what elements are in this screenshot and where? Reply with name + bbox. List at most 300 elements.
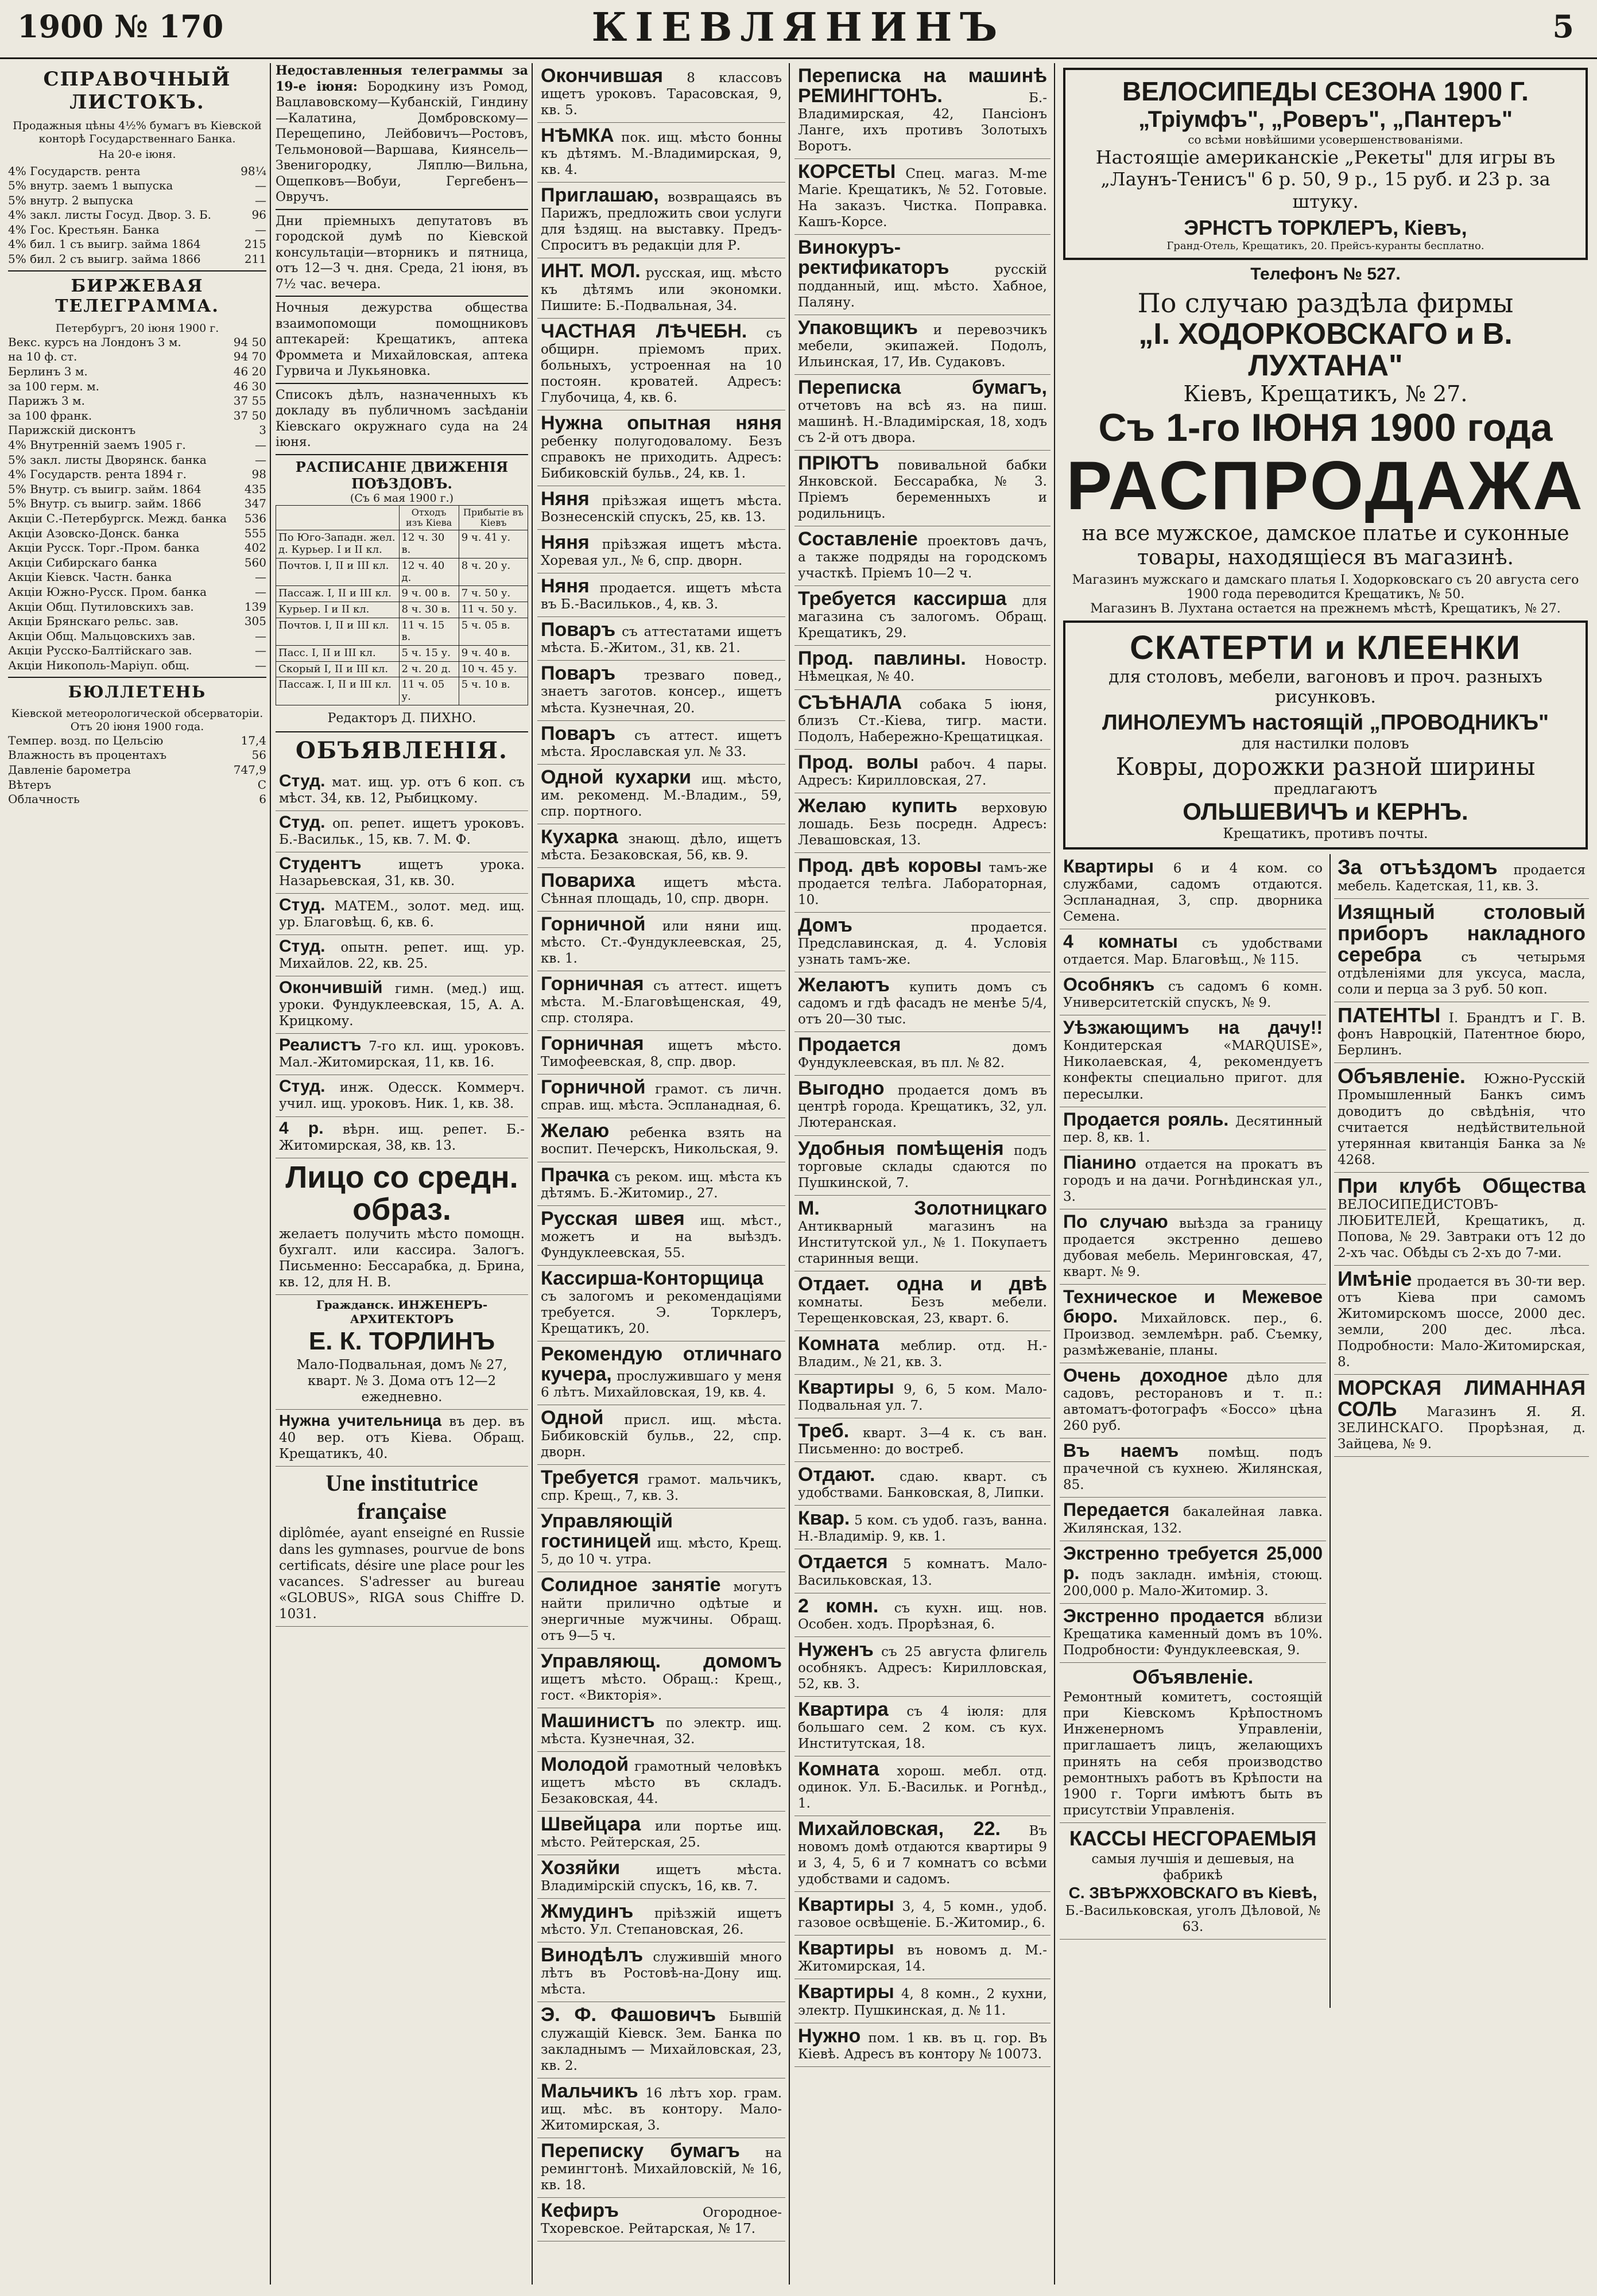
ad-text: могутъ найти прилично одѣтые и энергичные мужчины. Обращ. отъ 9—5 ч. bbox=[541, 1580, 782, 1643]
exchange-row bbox=[8, 453, 266, 468]
ad-text: 3, 4, 5 комн., удоб. газовое освѣщеніе. Б.-Житомир., 6. bbox=[798, 1899, 1048, 1931]
classified-ad bbox=[794, 1196, 1051, 1271]
classified-ad bbox=[537, 1855, 785, 1899]
row-label: Акціи Общ. Путиловскихъ зав. bbox=[8, 599, 194, 614]
row-value: — bbox=[255, 658, 266, 672]
classified-ad bbox=[794, 690, 1051, 750]
column-classifieds-1 bbox=[537, 63, 785, 2285]
ad-text: ищетъ мѣста. Сѣнная площадь, 10, спр. дворн. bbox=[541, 875, 782, 906]
ad-keyword: Студ. bbox=[279, 937, 325, 956]
ad-text: Южно-Русскій Промышленный Банкъ симъ доводитъ до свѣдѣнія, что считается недѣйствительной утерянная квитанція Банка за № 4268. bbox=[1338, 1072, 1586, 1168]
ad-text: или няни ищ. мѣсто. Ст.-Фундуклеевская, 25, кв. 1. bbox=[541, 918, 782, 967]
ad-text: тамъ-же продается телѣга. Лабораторная, 10. bbox=[798, 860, 1047, 907]
classified-ad bbox=[1060, 972, 1326, 1015]
ad-keyword: Поваръ bbox=[541, 662, 616, 685]
classified-ad bbox=[794, 1375, 1051, 1418]
schedule-row bbox=[276, 677, 528, 705]
ad-keyword: Переписка на машинѣ РЕМИНГТОНЪ. bbox=[798, 65, 1047, 107]
ad-text: служившій много лѣтъ въ Ростовѣ-на-Дону ищ. мѣста. bbox=[541, 1950, 782, 1998]
ad-text: 9, 6, 5 ком. Мало-Подвальная ул. 7. bbox=[798, 1382, 1047, 1414]
exchange-row bbox=[8, 570, 266, 585]
ad-keyword: Переписку бумагъ bbox=[541, 2139, 740, 2162]
classified-ad bbox=[537, 2138, 785, 2198]
exchange-row bbox=[8, 585, 266, 600]
ad-text: русскій подданный, ищ. мѣсто. Хабное, Паляну. bbox=[798, 262, 1047, 310]
ad-keyword: ПАТЕНТЫ bbox=[1338, 1003, 1441, 1027]
ad-keyword: МОРСКАЯ ЛИМАННАЯ СОЛЬ bbox=[1338, 1376, 1586, 1421]
classified-ad bbox=[794, 1271, 1051, 1331]
ad-keyword: Кассирша-Конторщица bbox=[541, 1267, 763, 1289]
exchange-row bbox=[8, 541, 266, 556]
ad-keyword: Уѣзжающимъ на дачу!! bbox=[1063, 1017, 1323, 1038]
row-value: — bbox=[255, 179, 266, 193]
row-value: 139 bbox=[244, 599, 266, 614]
ad-keyword: 4 комнаты bbox=[1063, 931, 1178, 952]
court-list-notice: Списокъ дѣлъ, назначенныхъ къ докладу въ публичномъ засѣданіи Кіевскаго окружнаго суда на 24 іюня. bbox=[276, 387, 528, 449]
ad-keyword: Окончившая bbox=[541, 65, 663, 87]
ad-text: съ садомъ 6 комн. Университетскій спускъ, № 9. bbox=[1063, 979, 1323, 1011]
tutor-ad bbox=[276, 1034, 528, 1075]
classified-ad bbox=[537, 765, 785, 824]
row-value: — bbox=[255, 570, 266, 584]
exchange-row bbox=[8, 394, 266, 409]
classified-ad bbox=[1060, 929, 1326, 972]
classified-ad bbox=[537, 1572, 785, 1648]
ad-keyword: Управляющ. домомъ bbox=[541, 1650, 782, 1672]
ad-keyword: Квартира bbox=[798, 1698, 889, 1720]
classified-ad bbox=[1334, 1002, 1589, 1063]
row-value: 305 bbox=[244, 614, 266, 629]
row-label: Парижскій дисконтъ bbox=[8, 423, 136, 437]
ad-keyword: Прод. волы bbox=[798, 751, 919, 773]
ad-text: ВЕЛОСИПЕДИСТОВЪ-ЛЮБИТЕЛЕЙ, Крещатикъ, д. Попова, № 29. Завтраки отъ 12 до 2-хъ час. Обѣды съ 2-хъ до 7-ми. bbox=[1338, 1197, 1586, 1261]
row-label: Акціи Русск. Торг.-Пром. банка bbox=[8, 541, 200, 555]
ad-keyword: НѢМКА bbox=[541, 125, 614, 147]
classified-ad bbox=[794, 526, 1051, 586]
ad-keyword: Упаковщикъ bbox=[798, 316, 918, 339]
ad-text: Антикварный магазинъ на Институтской ул., № 1. Покупаетъ старинныя вещи. bbox=[798, 1219, 1047, 1266]
classified-ad bbox=[794, 1979, 1051, 2023]
ad-text: подъ закладн. имѣнія, стоющ. 200,000 р. Мало-Житомир. 3. bbox=[1063, 1567, 1323, 1599]
ad-keyword: ИНТ. МОЛ. bbox=[541, 260, 641, 282]
classified-ad bbox=[537, 530, 785, 573]
schedule-cell: Почтов. I, II и III кл. bbox=[276, 618, 400, 645]
ad-text: подъ торговые склады сдаются по Пушкинской, 7. bbox=[798, 1143, 1047, 1190]
ad-bicycles: ВЕЛОСИПЕДЫ СЕЗОНА 1900 Г. „Тріумфъ", „Роверъ", „Пантеръ" со всѣми новѣйшими усовершенствованіями. Настоящіе американскіе „Рекеты" для игры въ „Лаунъ-Тенисъ" 6 р. 50, 9 р., 15 руб. и 23 р. за штуку. ЭРНСТЪ ТОРКЛЕРЪ, Кіевъ, Гранд-Отель, Крещатикъ, 20. Прейсъ-куранты бесплатно. bbox=[1063, 68, 1588, 260]
ad-keyword: Швейцара bbox=[541, 1813, 641, 1836]
row-label: 5% закл. листы Дворянск. банка bbox=[8, 452, 207, 467]
classified-ad bbox=[794, 646, 1051, 689]
ad-keyword: Отдает. одна и двѣ bbox=[798, 1273, 1047, 1295]
ad-keyword: Русская швея bbox=[541, 1207, 685, 1230]
ad-keyword: Прод. двѣ коровы bbox=[798, 854, 982, 876]
row-value: 46 30 bbox=[233, 379, 266, 393]
ad-keyword: Квартиры bbox=[798, 1376, 894, 1399]
ad-keyword: Машинистъ bbox=[541, 1709, 655, 1732]
bond-row bbox=[8, 164, 266, 179]
row-label: Акціи Общ. Мальцовскихъ зав. bbox=[8, 629, 196, 643]
ad-text: хорош. мебл. отд. одинок. Ул. Б.-Васильк. и Рогнѣд., 1. bbox=[798, 1763, 1047, 1812]
ad-keyword: Прачка bbox=[541, 1163, 609, 1186]
classified-ad bbox=[1060, 1150, 1326, 1209]
ad-text: ребенку полугодовалому. Безъ справокъ не приходить. Адресъ: Бибиковскій бульв., 24, кв. 1. bbox=[541, 433, 782, 481]
row-value: 560 bbox=[244, 555, 266, 569]
ad-keyword: Домъ bbox=[798, 914, 852, 937]
row-value: 435 bbox=[244, 482, 266, 496]
weather-row bbox=[8, 763, 266, 778]
exchange-row bbox=[8, 364, 266, 379]
ad-text: оп. репет. ищетъ уроковъ. Б.-Васильк., 15, кв. 7. М. Ф. bbox=[279, 816, 525, 847]
schedule-cell: 9 ч. 41 у. bbox=[459, 530, 528, 558]
schedule-cell: Курьер. I и II кл. bbox=[276, 602, 400, 618]
row-value: С bbox=[257, 777, 266, 792]
schedule-cell: 9 ч. 00 в. bbox=[399, 586, 459, 602]
ad-keyword: Управляющій гостиницей bbox=[541, 1510, 673, 1553]
ad-keyword: Студ. bbox=[279, 1077, 325, 1096]
classified-ad bbox=[794, 159, 1051, 235]
schedule-header-cell: Отходъ изъ Кіева bbox=[399, 505, 459, 530]
row-label: 5% внутр. заемъ 1 выпуска bbox=[8, 179, 173, 193]
classified-ad bbox=[537, 410, 785, 486]
classified-ad bbox=[537, 617, 785, 661]
ad-text: отдается на прокатъ въ городъ и на дачи. Рогнѣдинская ул., 3. bbox=[1063, 1157, 1323, 1204]
ad-keyword: Горничная bbox=[541, 973, 644, 995]
bond-row bbox=[8, 223, 266, 238]
schedule-cell: По Юго-Западн. жел. д. Курьер. I и II кл. bbox=[276, 530, 400, 558]
ad-text: вблизи Крещатика каменный домъ въ 10%. Подробности: Фундуклеевская, 9. bbox=[1063, 1610, 1323, 1658]
ad-text: и перевозчикъ мебели, экипажей. Подолъ, Ильинская, 17, Ив. Судаковъ. bbox=[798, 322, 1047, 370]
ad-keyword: Винокуръ-ректификаторъ bbox=[798, 236, 949, 279]
ad-text: пріѣзжая ищетъ мѣста. Вознесенскій спускъ, 25, кв. 13. bbox=[541, 494, 782, 525]
ad-text: дѣло для садовъ, ресторановъ и т. п.: автоматъ-фотографъ «Боссо» цѣна 260 руб. bbox=[1063, 1370, 1323, 1434]
classified-ad bbox=[1060, 1209, 1326, 1285]
row-value: 347 bbox=[244, 497, 266, 511]
ad-text: инж. Одесск. Коммерч. учил. ищ. уроковъ. Ник. 1, кв. 38. bbox=[279, 1080, 525, 1112]
row-label: Акціи Русско-Балтійскаго зав. bbox=[8, 643, 192, 658]
ad-keyword: Квартиры bbox=[1063, 855, 1154, 876]
ad-text: грамотный человѣкъ ищетъ мѣсто въ складъ. Безаковская, 44. bbox=[541, 1759, 782, 1806]
ad-keyword: Требуется bbox=[541, 1467, 639, 1489]
ad-keyword: Кефиръ bbox=[541, 2199, 619, 2221]
classified-ad bbox=[794, 750, 1051, 793]
schedule-cell: 12 ч. 30 в. bbox=[399, 530, 459, 558]
ad-keyword: Реалистъ bbox=[279, 1035, 362, 1055]
ad-text: Кондитерская «MARQUISE», Николаевская, 4, рекомендуетъ конфекты специально пригот. для пересылки. bbox=[1063, 1038, 1323, 1102]
row-value: 96 bbox=[251, 208, 266, 222]
schedule-row bbox=[276, 586, 528, 602]
schedule-title: РАСПИСАНІЕ ДВИЖЕНІЯ ПОѢЗДОВЪ. bbox=[295, 458, 509, 492]
schedule-cell: 5 ч. 15 у. bbox=[399, 645, 459, 661]
exchange-row bbox=[8, 335, 266, 350]
classified-ad bbox=[537, 1508, 785, 1572]
ad-text: 16 лѣтъ хор. грам. ищ. мѣс. въ контору. Мало-Житомирская, 3. bbox=[541, 2085, 782, 2133]
ad-text: продается. Предславинская, д. 4. Условія узнать тамъ-же. bbox=[798, 920, 1047, 968]
schedule-cell: 2 ч. 20 д. bbox=[399, 661, 459, 677]
row-value: — bbox=[255, 193, 266, 207]
schedule-cell: 7 ч. 50 у. bbox=[459, 586, 528, 602]
schedule-row bbox=[276, 645, 528, 661]
ad-text: ищетъ урока. Назарьевская, 31, кв. 30. bbox=[279, 857, 525, 889]
schedule-cell: 9 ч. 40 в. bbox=[459, 645, 528, 661]
reference-title: СПРАВОЧНЫЙ ЛИСТОКЪ. bbox=[43, 68, 231, 114]
ad-keyword: Треб. bbox=[798, 1420, 850, 1442]
tutor-ad bbox=[276, 811, 528, 852]
exchange-row bbox=[8, 600, 266, 615]
exchange-row bbox=[8, 643, 266, 658]
column-notices bbox=[276, 63, 528, 2285]
classified-ad bbox=[537, 1162, 785, 1206]
ad-keyword: Поваръ bbox=[541, 619, 616, 641]
classified-ad bbox=[794, 913, 1051, 972]
classified-ad bbox=[1060, 1363, 1326, 1438]
ad-keyword: Повариха bbox=[541, 869, 635, 891]
classified-ad bbox=[1060, 854, 1326, 929]
classified-ad bbox=[794, 1418, 1051, 1462]
ad-keyword: Желаю bbox=[541, 1120, 610, 1142]
weather-row bbox=[8, 734, 266, 748]
row-label: Парижъ 3 м. bbox=[8, 394, 85, 408]
ad-keyword: Квар. bbox=[798, 1507, 850, 1530]
ad-text: Михайловск. пер., 6. Производ. землемѣрн. раб. Съемку, размѣжеваніе, планы. bbox=[1063, 1311, 1323, 1359]
ad-keyword: Няня bbox=[541, 532, 590, 554]
classified-ad bbox=[794, 972, 1051, 1032]
tutor-ad bbox=[276, 935, 528, 976]
schedule-cell: Почтов. I, II и III кл. bbox=[276, 558, 400, 585]
schedule-cell: Пассаж. I, II и III кл. bbox=[276, 677, 400, 705]
ad-text: Бывшій служащій Кіевск. Зем. Банка по закладнымъ — Михайловская, 23, кв. 2. bbox=[541, 2010, 782, 2073]
ad-text: съ 4 іюля: для большаго сем. 2 ком. съ кух. Институтская, 18. bbox=[798, 1704, 1047, 1751]
row-label: Акціи С.-Петербургск. Межд. банка bbox=[8, 511, 227, 525]
exchange-row bbox=[8, 482, 266, 497]
ad-text: продается домъ въ центрѣ города. Крещатикъ, 32, ул. Лютеранская. bbox=[798, 1083, 1047, 1131]
ad-text: кварт. 3—4 к. съ ван. Письменно: до востреб. bbox=[798, 1426, 1047, 1457]
exchange-date: Петербургъ, 20 іюня 1900 г. bbox=[55, 321, 219, 335]
ad-keyword: Приглашаю, bbox=[541, 184, 659, 207]
schedule-cell: 11 ч. 05 у. bbox=[399, 677, 459, 705]
ad-keyword: Удобныя помѣщенія bbox=[798, 1137, 1004, 1159]
ad-text: знающ. дѣло, ищетъ мѣста. Безаковская, 56, кв. 9. bbox=[541, 831, 782, 863]
row-value: 536 bbox=[244, 511, 266, 525]
row-label: 4% бил. 1 съ выигр. займа 1864 bbox=[8, 237, 201, 251]
exchange-row bbox=[8, 556, 266, 571]
schedule-subtitle: (Съ 6 мая 1900 г.) bbox=[350, 491, 454, 505]
ad-keyword: Квартиры bbox=[798, 1937, 894, 1960]
bulletin-date: Отъ 20 іюня 1900 года. bbox=[70, 720, 204, 733]
ad-keyword: Няня bbox=[541, 488, 590, 510]
ad-text: съ общирн. пріемомъ прих. больныхъ, устроенная на 10 постоян. кроватей. Адресъ: Глубочица, 4, кв. 6. bbox=[541, 325, 782, 405]
row-value: 6 bbox=[259, 792, 266, 806]
weather-row bbox=[8, 748, 266, 763]
ad-keyword: Кухарка bbox=[541, 825, 618, 848]
classified-ad bbox=[794, 1892, 1051, 1936]
ad-text: Новостр. Нѣмецкая, № 40. bbox=[798, 653, 1048, 685]
ad-clerk: Лицо со средн. образ. желаетъ получить мѣсто помощн. бухгалт. или кассира. Залогъ. Письменно: Бессарабка, д. Брина, кв. 12, для Н. В. bbox=[276, 1158, 528, 1296]
classified-ad bbox=[537, 1031, 785, 1075]
ad-french-governess: Une institutrice française diplômée, ayant enseigné en Russie dans les gymnases, pourvue de bons certificats, désire une place pour les vacances. S'adresser au bureau «GLOBUS», RIGA sous Chiffre D. 1031. bbox=[276, 1467, 528, 1627]
ad-keyword: Молодой bbox=[541, 1753, 629, 1775]
row-label: Векс. курсъ на Лондонъ 3 м. bbox=[8, 335, 181, 349]
ad-text: выѣзда за границу продается экстренно дешево дубовая мебель. Меринговская, 47, кварт. № 9. bbox=[1063, 1216, 1323, 1279]
row-label: Темпер. возд. по Цельсію bbox=[8, 733, 164, 747]
ad-text: мат. ищ. ур. отъ 6 коп. съ мѣст. 34, кв. 12, Рыбицкому. bbox=[279, 774, 525, 806]
row-value: — bbox=[255, 222, 266, 236]
row-label: Берлинъ 3 м. bbox=[8, 364, 88, 379]
classified-ad bbox=[537, 721, 785, 765]
ad-keyword: Техническое и Межевое бюро. bbox=[1063, 1286, 1323, 1327]
exchange-row bbox=[8, 614, 266, 629]
ad-text: меблир. отд. Н.-Владим., № 21, кв. 3. bbox=[798, 1339, 1047, 1370]
ad-text: русская, ищ. мѣсто къ дѣтямъ или экономки. Пишите: Б.-Подвальная, 34. bbox=[541, 266, 782, 313]
row-label: 4% Государств. рента 1894 г. bbox=[8, 467, 187, 482]
row-label: 5% Внутр. съ выигр. займ. 1866 bbox=[8, 497, 201, 511]
ad-keyword: Прод. павлины. bbox=[798, 647, 966, 670]
classified-ad bbox=[1334, 1063, 1589, 1172]
ad-keyword: Студ. bbox=[279, 895, 325, 914]
classified-ad bbox=[537, 1899, 785, 1942]
classified-ad bbox=[537, 63, 785, 123]
ad-text: съ аттест. ищетъ мѣста. Ярославская ул. № 33. bbox=[541, 728, 782, 759]
row-label: Акціи Азовско-Донск. банка bbox=[8, 526, 180, 540]
ad-text: съ четырьмя отдѣленіями для уксуса, масла, соли и перца за 3 руб. 50 коп. bbox=[1338, 950, 1586, 998]
ad-keyword: Въ наемъ bbox=[1063, 1440, 1179, 1461]
ad-keyword: Рекомендую отличнаго кучера, bbox=[541, 1343, 782, 1385]
ad-text: рабоч. 4 пары. Адресъ: Кирилловская, 27. bbox=[798, 757, 1047, 788]
ad-text: трезваго повед., знаетъ заготов. консер., ищетъ мѣста. Кузнечная, 20. bbox=[541, 668, 782, 716]
ad-keyword: Экстренно продается bbox=[1063, 1605, 1265, 1626]
schedule-cell: 5 ч. 05 в. bbox=[459, 618, 528, 645]
ad-keyword: Хозяйки bbox=[541, 1857, 621, 1879]
classified-ad bbox=[794, 1697, 1051, 1756]
column-classifieds-2 bbox=[794, 63, 1051, 2285]
ad-text: съ реком. ищ. мѣста къ дѣтямъ. Б.-Житомир., 27. bbox=[541, 1169, 782, 1201]
row-value: 555 bbox=[244, 526, 266, 540]
weather-row bbox=[8, 792, 266, 807]
classified-ad bbox=[537, 2002, 785, 2078]
ad-keyword: 2 комн. bbox=[798, 1595, 879, 1617]
ad-keyword: Жмудинъ bbox=[541, 1901, 634, 1923]
ad-keyword: Піанино bbox=[1063, 1151, 1137, 1173]
ad-keyword: Няня bbox=[541, 575, 590, 598]
issue-number: 1900 № 170 bbox=[17, 8, 224, 45]
classified-ad bbox=[794, 1032, 1051, 1076]
classified-ad bbox=[537, 824, 785, 868]
classified-ad bbox=[794, 315, 1051, 375]
schedule-cell: Скорый I, II и III кл. bbox=[276, 661, 400, 677]
classified-ad bbox=[537, 1405, 785, 1465]
row-value: — bbox=[255, 629, 266, 643]
classified-ad bbox=[794, 1549, 1051, 1593]
exchange-row bbox=[8, 379, 266, 394]
row-value: 211 bbox=[244, 252, 266, 266]
row-value: 37 55 bbox=[233, 394, 266, 408]
ad-keyword: Одной кухарки bbox=[541, 766, 692, 788]
schedule-cell: 8 ч. 20 у. bbox=[459, 558, 528, 585]
bulletin-title: БЮЛЛЕТЕНЬ bbox=[68, 682, 207, 701]
classified-ad bbox=[794, 1462, 1051, 1506]
classified-ad bbox=[537, 2198, 785, 2241]
schedule-cell: Пассаж. I, II и III кл. bbox=[276, 586, 400, 602]
classified-ad bbox=[1334, 1266, 1589, 1375]
classified-ad bbox=[537, 1118, 785, 1162]
classified-ad bbox=[537, 1075, 785, 1118]
schedule-row bbox=[276, 618, 528, 645]
ad-keyword: ПРІЮТЪ bbox=[798, 452, 879, 474]
row-label: за 100 франк. bbox=[8, 408, 92, 422]
classified-ad bbox=[794, 1756, 1051, 1816]
classified-ad bbox=[1060, 1015, 1326, 1107]
tutor-ad bbox=[276, 770, 528, 811]
ad-keyword: Объявленіе. bbox=[1338, 1064, 1466, 1088]
exchange-title: БИРЖЕВАЯ ТЕЛЕГРАММА. bbox=[55, 276, 219, 316]
exchange-row bbox=[8, 438, 266, 453]
ad-keyword: Окончившій bbox=[279, 978, 383, 998]
classified-ad bbox=[794, 1936, 1051, 1979]
classified-ad bbox=[1334, 899, 1589, 1002]
ad-keyword: Требуется кассирша bbox=[798, 588, 1007, 610]
classified-ad bbox=[1060, 1498, 1326, 1541]
ad-safes: КАССЫ НЕСГОРАЕМЫЯ самыя лучшія и дешевыя, на фабрикѣ С. ЗВѢРЖХОВСКАГО въ Кіевѣ, Б.-Васильковская, уголъ Дѣловой, № 63. bbox=[1060, 1823, 1326, 1940]
ad-keyword: Поваръ bbox=[541, 722, 616, 744]
row-value: — bbox=[255, 452, 266, 467]
ad-text: ищ. мѣсто, Крещ. 5, до 10 ч. утра. bbox=[541, 1536, 782, 1568]
classified-ad bbox=[537, 1341, 785, 1405]
bond-price-list bbox=[8, 164, 266, 267]
ad-keyword: Отдают. bbox=[798, 1464, 875, 1486]
ad-text: прослужившаго у меня 6 лѣтъ. Михайловская, 19, кв. 4. bbox=[541, 1369, 782, 1401]
ad-text: ищ. мѣст., можетъ и на выѣздъ. Фундуклеевская, 55. bbox=[541, 1213, 782, 1261]
ad-keyword: Особнякъ bbox=[1063, 974, 1155, 995]
classified-ad bbox=[537, 1206, 785, 1266]
classified-ad bbox=[1334, 1375, 1589, 1457]
classified-ad bbox=[537, 2078, 785, 2138]
row-value: 98 bbox=[251, 467, 266, 482]
ad-text: Б.-Владимирская, 42, Пансіонъ Ланге, ихъ противъ Золотыхъ Воротъ. bbox=[798, 91, 1047, 154]
classified-ad bbox=[794, 853, 1051, 913]
bond-row bbox=[8, 237, 266, 252]
exchange-row bbox=[8, 350, 266, 364]
ad-text: собака 5 іюня, близъ Ст.-Кіева, тигр. масти. Подолъ, Набережно-Крещатицкая. bbox=[798, 697, 1047, 744]
row-value: 17,4 bbox=[241, 733, 266, 747]
schedule-row bbox=[276, 530, 528, 558]
ad-text: гимн. (мед.) ищ. уроки. Фундуклеевская, 15, А. А. Крицкому. bbox=[279, 982, 525, 1029]
column-reference bbox=[8, 63, 266, 2285]
ad-keyword: Студентъ bbox=[279, 854, 362, 873]
ad-keyword: Горничной bbox=[541, 913, 646, 935]
classified-ad bbox=[794, 1076, 1051, 1135]
ad-text: съ аттест. ищетъ мѣста. М.-Благовѣщенская, 49, спр. столяра. bbox=[541, 979, 782, 1026]
row-label: 5% бил. 2 съ выигр. займа 1866 bbox=[8, 252, 201, 266]
weather-list bbox=[8, 734, 266, 807]
ad-keyword: Экстренно требуется 25,000 р. bbox=[1063, 1542, 1323, 1583]
ad-text: опытн. репет. ищ. ур. Михайлов. 22, кв. 25. bbox=[279, 940, 525, 972]
ad-text: Въ новомъ домѣ отдаются квартиры 9 и 3, 4, 5, 6 и 7 комнатъ со всѣми удобствами и садомъ. bbox=[798, 1824, 1048, 1887]
newspaper-title: КІЕВЛЯНИНЪ bbox=[591, 5, 1006, 51]
ad-keyword: Нуженъ bbox=[798, 1638, 874, 1661]
phone-line: Телефонъ № 527. bbox=[1250, 265, 1401, 284]
bond-row bbox=[8, 208, 266, 223]
reference-subtitle: Продажныя цѣны 4½% бумагъ въ Кіевской конторѣ Государственнаго Банка. bbox=[13, 119, 262, 146]
classified-ad bbox=[1334, 1173, 1589, 1266]
ad-keyword: Студ. bbox=[279, 771, 325, 790]
column-display-ads bbox=[1060, 63, 1591, 2285]
ad-text: І. Брандтъ и Г. В. фонъ Навроцкій, Патентное бюро, Берлинъ. bbox=[1338, 1011, 1586, 1058]
ad-keyword: Квартиры bbox=[798, 1894, 894, 1916]
ad-keyword: Желаютъ bbox=[798, 974, 890, 996]
row-value: 215 bbox=[244, 237, 266, 251]
exchange-row bbox=[8, 511, 266, 526]
ad-text: ищ. мѣсто, им. рекоменд. М.-Владим., 59, спр. портного. bbox=[541, 771, 782, 819]
ad-keyword: За отъѣздомъ bbox=[1338, 855, 1498, 879]
